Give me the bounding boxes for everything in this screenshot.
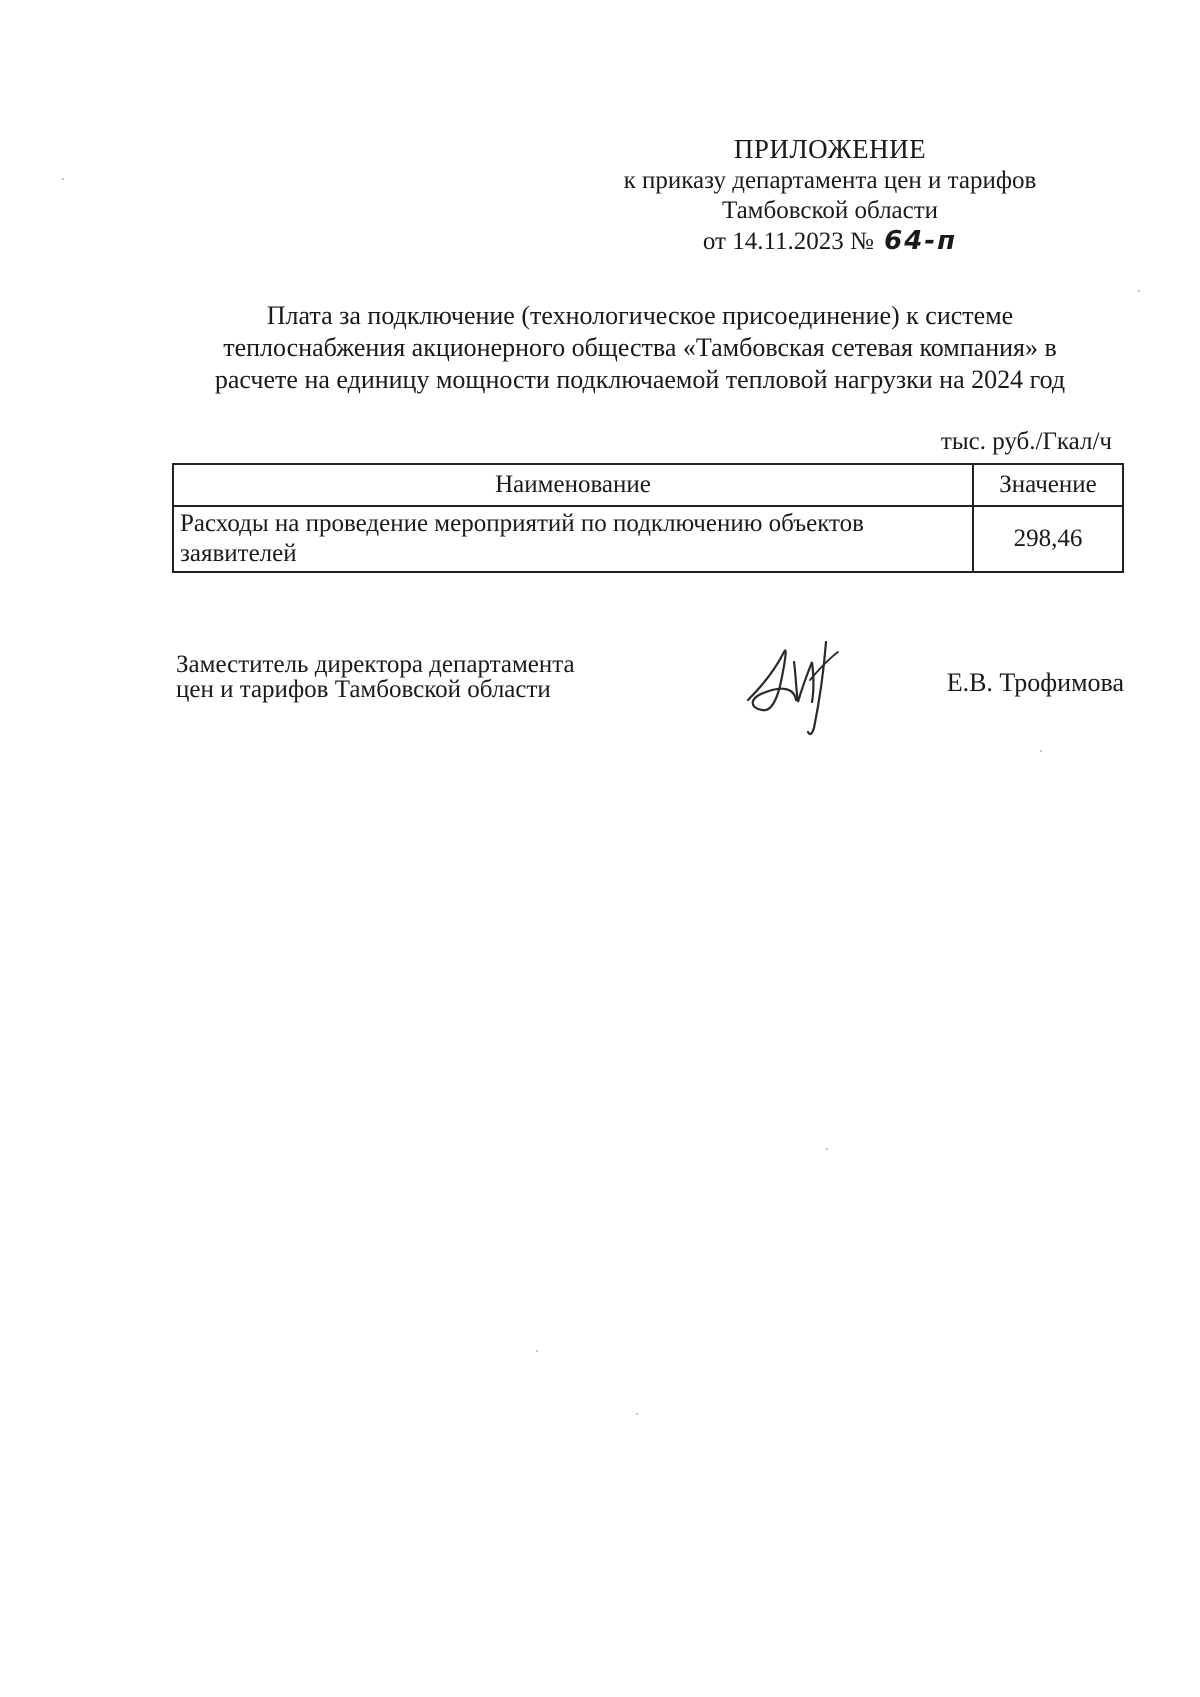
- position-line-1: Заместитель директора департамента: [176, 651, 575, 678]
- order-number-handwritten: 64-п: [884, 226, 958, 256]
- table-cell-name: Расходы на проведение мероприятий по подключению объектов заявителей: [173, 506, 973, 572]
- appendix-order-line: [570, 226, 1090, 257]
- scan-speck: [826, 1148, 828, 1150]
- appendix-heading: ПРИЛОЖЕНИЕ: [733, 134, 927, 164]
- table-row: [173, 506, 1123, 572]
- scan-speck: [536, 1350, 538, 1352]
- position-line-2: цен и тарифов Тамбовской области: [176, 676, 551, 703]
- units-label: тыс. руб./Гкал/ч: [940, 428, 1112, 455]
- order-date: от 14.11.2023 №: [702, 228, 874, 255]
- handwritten-signature-icon: [740, 628, 860, 738]
- tariff-table: [172, 463, 1124, 573]
- signer-name: Е.В. Трофимова: [946, 668, 1124, 697]
- table-header-row: [173, 464, 1123, 506]
- title-line-2: теплоснабжения акционерного общества «Тамбовская сетевая компания» в: [223, 333, 1057, 362]
- title-line-1: Плата за подключение (технологическое присоединение) к системе: [266, 301, 1014, 330]
- scan-speck: [62, 178, 64, 180]
- table-cell-value: 298,46: [973, 506, 1123, 572]
- tariff-table-container: [172, 463, 1124, 573]
- scan-speck: [1138, 290, 1140, 292]
- scan-speck: [636, 1413, 638, 1415]
- document-title: [160, 300, 1120, 396]
- signatory-position: [176, 652, 575, 702]
- column-header-name: Наименование: [173, 464, 973, 506]
- appendix-line-region: Тамбовской области: [721, 197, 939, 224]
- column-header-value: Значение: [973, 464, 1123, 506]
- title-line-3: расчете на единицу мощности подключаемой тепловой нагрузки на 2024 год: [214, 365, 1066, 394]
- appendix-header: [570, 134, 1090, 257]
- scan-speck: [1040, 750, 1042, 752]
- appendix-line-order: к приказу департамента цен и тарифов: [623, 167, 1037, 194]
